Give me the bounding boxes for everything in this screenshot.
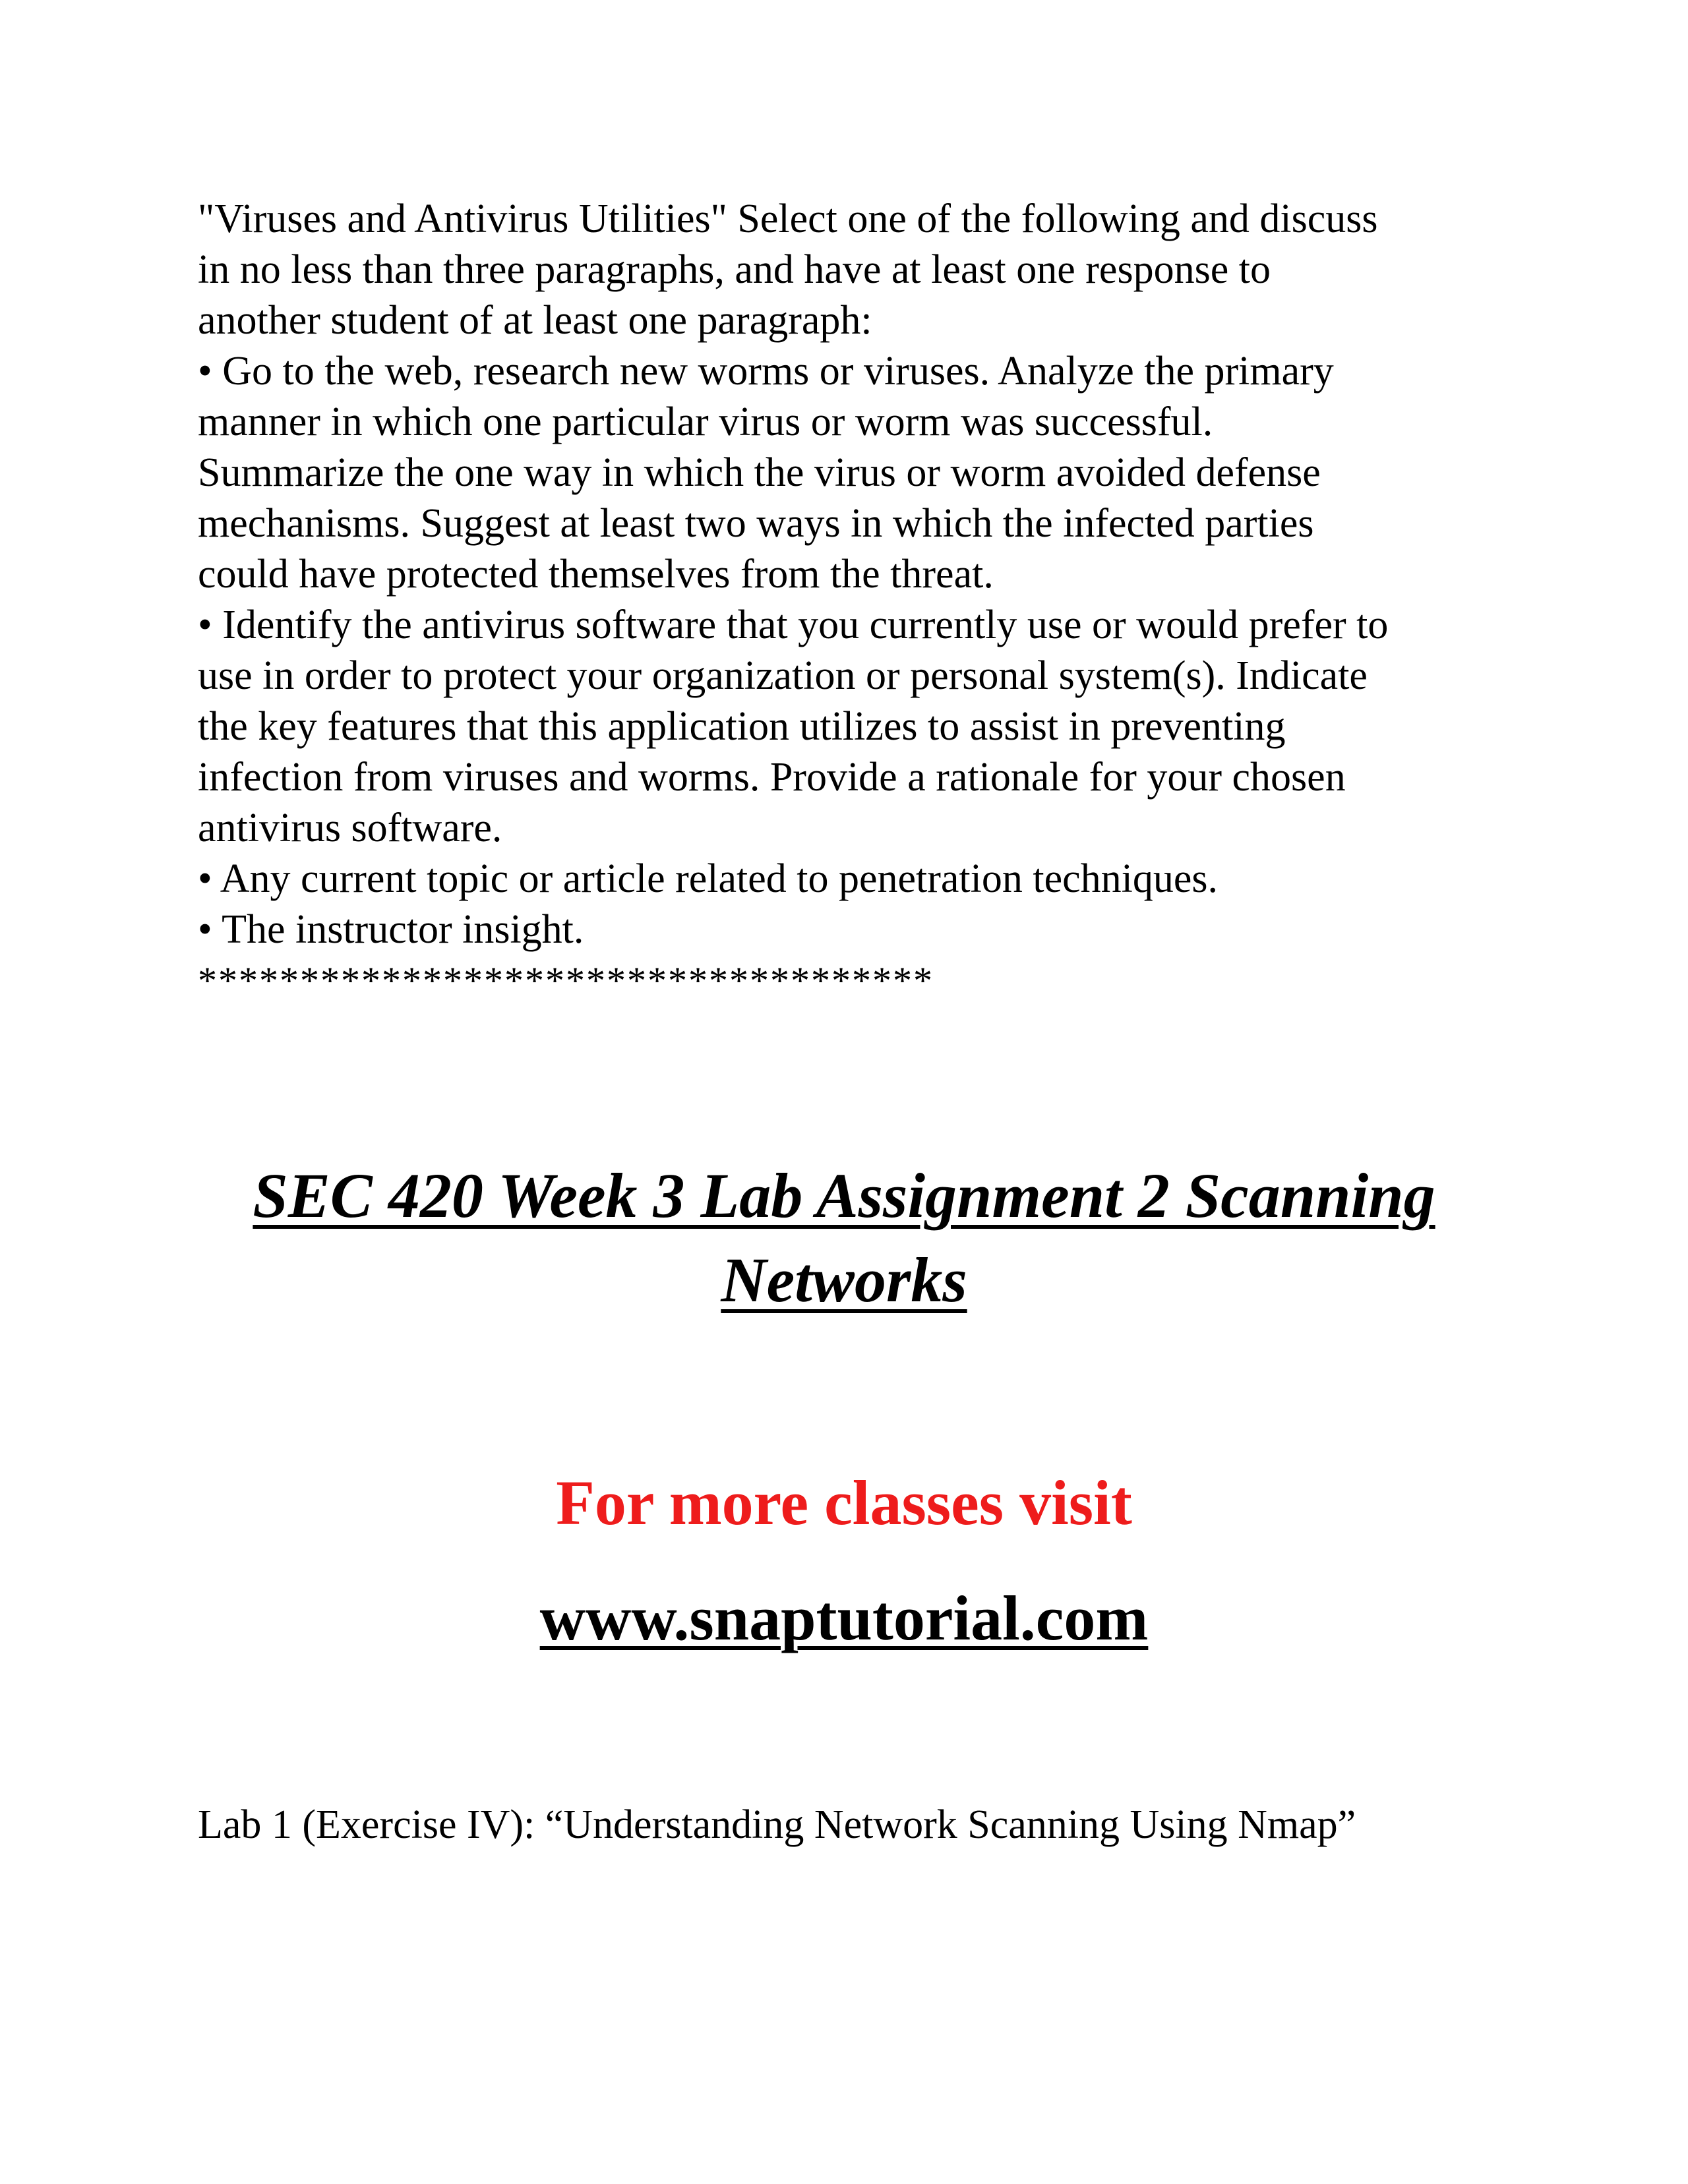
bullet-line: antivirus software. — [198, 806, 502, 850]
bullet-item-research-worms — [198, 346, 1530, 600]
page-title — [171, 1154, 1517, 1322]
intro-line: in no less than three paragraphs, and have at least one response to — [198, 247, 1271, 292]
promo-url-link[interactable]: www.snaptutorial.com — [539, 1583, 1149, 1653]
intro-line: "Viruses and Antivirus Utilities" Select one of the following and discuss — [198, 196, 1378, 241]
bullet-line: the key features that this application utilizes to assist in preventing — [198, 704, 1286, 749]
bullet-item-antivirus-software — [198, 600, 1530, 854]
title-line-2-wrap — [171, 1238, 1517, 1322]
bullet-line: • Identify the antivirus software that you currently use or would prefer to — [198, 603, 1389, 647]
bullet-line: • Any current topic or article related to penetration techniques. — [198, 856, 1219, 901]
title-line-1: SEC 420 Week 3 Lab Assignment 2 Scanning — [253, 1160, 1435, 1231]
bullet-line: manner in which one particular virus or worm was successful. — [198, 399, 1213, 444]
bullet-line: • The instructor insight. — [198, 907, 584, 952]
bullet-line: could have protected themselves from the threat. — [198, 552, 994, 597]
bullet-line: use in order to protect your organization or personal system(s). Indicate — [198, 653, 1368, 698]
bullet-line: • Go to the web, research new worms or viruses. Analyze the primary — [198, 349, 1334, 394]
bullet-line: mechanisms. Suggest at least two ways in which the infected parties — [198, 501, 1314, 546]
assignment-text — [198, 194, 1530, 1006]
intro-paragraph — [198, 194, 1530, 346]
bullet-line: infection from viruses and worms. Provide a rationale for your chosen — [198, 755, 1346, 800]
promo-text: For more classes visit — [556, 1467, 1132, 1538]
bullet-item-instructor-insight — [198, 904, 1530, 955]
bullet-item-penetration-topic — [198, 854, 1530, 904]
separator-stars: ************************************ — [198, 959, 934, 1002]
title-line-1-wrap — [171, 1154, 1517, 1238]
lab-heading: Lab 1 (Exercise IV): “Understanding Network Scanning Using Nmap” — [198, 1802, 1356, 1847]
intro-line: another student of at least one paragraph: — [198, 298, 872, 343]
title-line-2: Networks — [721, 1245, 967, 1315]
promo-url-wrap — [0, 1579, 1688, 1658]
bullet-line: Summarize the one way in which the virus or worm avoided defense — [198, 450, 1321, 495]
